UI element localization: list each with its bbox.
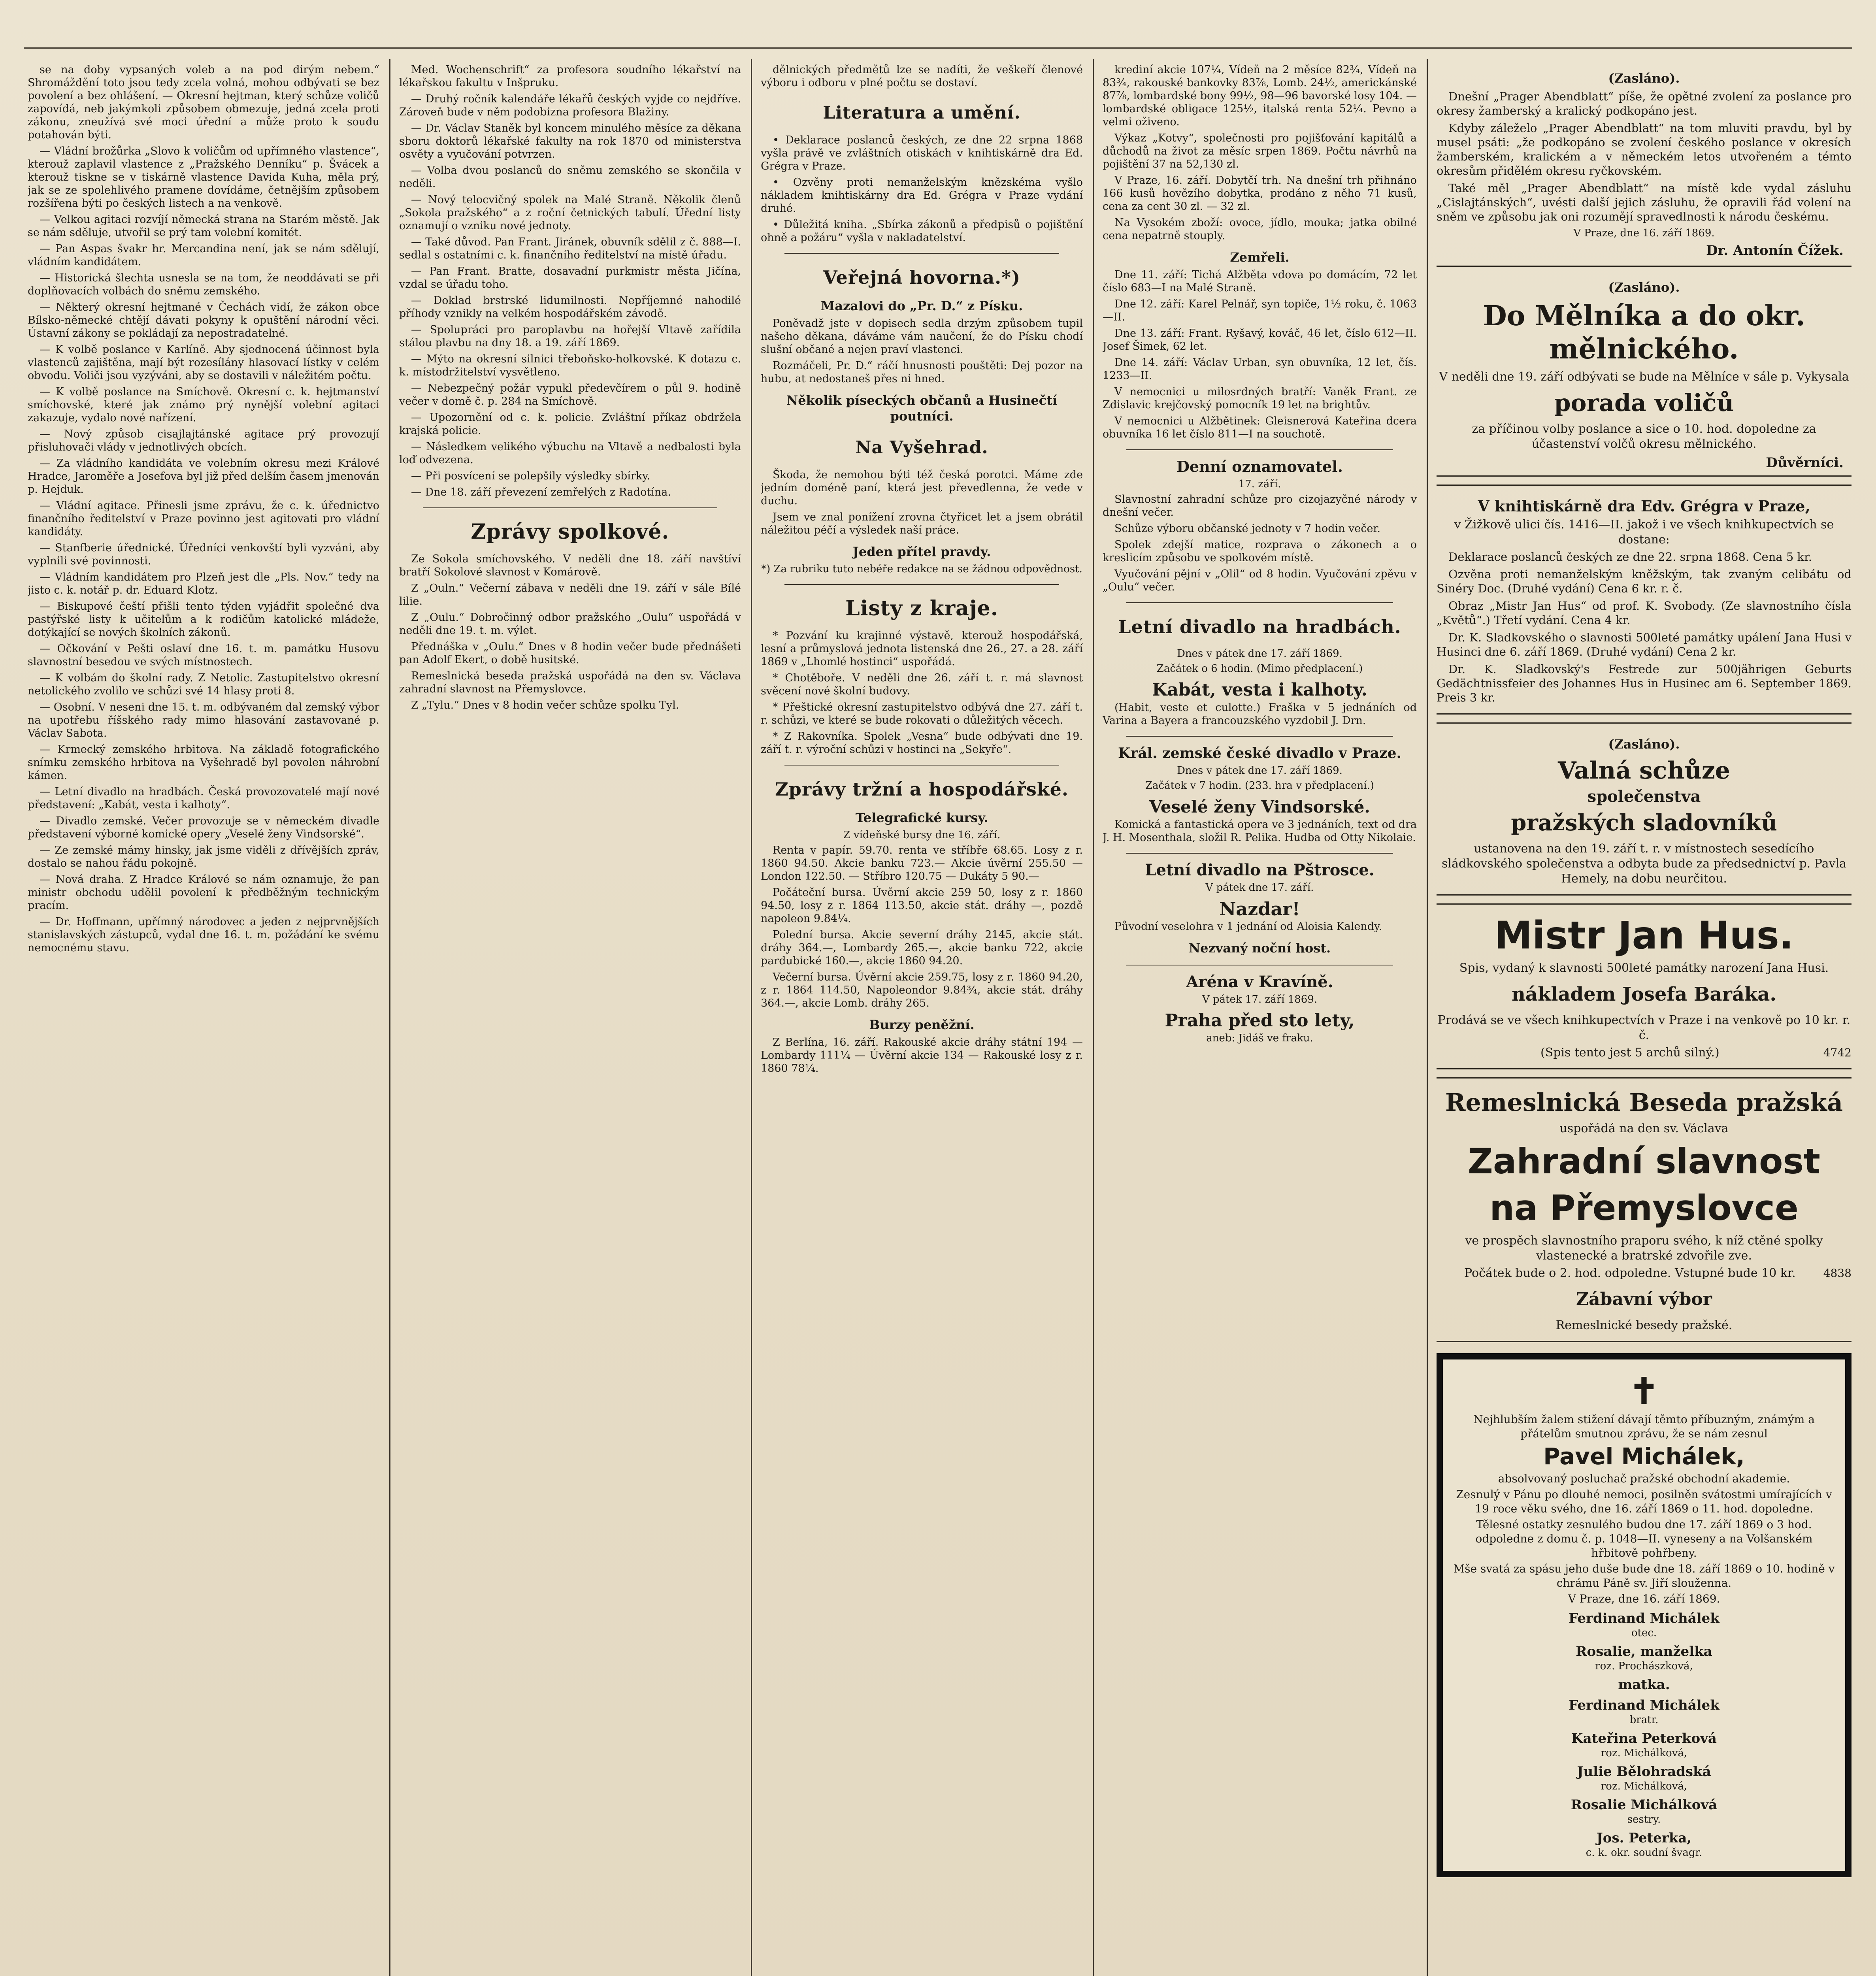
paragraph: Rozmáčeli, Pr. D.“ ráčí hnusnosti pouštěti: Dej pozor na hubu, at nedostaneš přes ni hned. [761, 360, 1083, 385]
paragraph: — K volbě poslance na Smíchově. Okresní c. k. hejtmanství smíchovské, které jak známo prý nynější volební agitaci zakazuje, vydalo nové nařízení. [28, 386, 379, 424]
notice-date: 17. září. [1238, 478, 1281, 490]
column-2-text [399, 63, 741, 499]
ad-beseda-sub: uspořádá na den sv. Václava [1559, 1122, 1729, 1135]
letters-text [761, 629, 1083, 756]
paragraph: dělnických předmětů lze se nadíti, že veškeří členové výboru i odboru v plné počtu se dostaví. [761, 64, 1083, 89]
ad-melnik-desc: za příčinou volby poslance a sice o 10. hod. dopoledne za účastenství volčů okresu mělnického. [1472, 422, 1816, 451]
paragraph: — Dne 18. září převezení zemřelých z Radotína. [411, 486, 671, 498]
column-4 [1103, 63, 1417, 1976]
paragraph: — Druhý ročník kalendáře lékařů českých vyjde co nejdříve. Zároveň bude v něm podobizna profesora Blažiny. [399, 93, 741, 118]
paragraph: * Přeštické okresní zastupitelstvo odbývá dne 27. září t. r. schůzi, ve které se bude rokovati o důležitých věcech. [761, 701, 1083, 726]
column-rule-2 [751, 59, 752, 1976]
paragraph: Vyučování pějní v „Olil“ od 8 hodin. Vyučování zpěvu v „Oulu“ večer. [1103, 568, 1417, 593]
burzy-text [761, 1036, 1083, 1075]
paragraph: Také měl „Prager Abendblatt“ na místě kde vydal zásluhu „Cislajtánských“, uvésti další jejich zásluhu, že opravili řád volení na sněm ve způsobu jak oni rozumějí spravedlnosti k národu českému. [1437, 181, 1851, 223]
ad-beseda [1437, 1077, 1851, 1342]
ad-bookshop-text: v Žižkově ulici čís. 1416—II. jakož i ve všech knihkupectvích se dostane: [1454, 518, 1834, 547]
family-member-name: Julie Bělohradská [1577, 1764, 1711, 1780]
family-member-relation: c. k. okr. soudní švagr. [1586, 1847, 1703, 1859]
paragraph: — Vládní agitace. Přinesli jsme zprávu, že c. k. úřednictvo finančního ředitelství v Praze povinno jest agitovati pro vládní kandidáty. [28, 500, 379, 538]
paragraph: • Deklarace poslanců českých, ze dne 22 srpna 1868 vyšla právě ve zvláštních otiskách v knihtiskárně dra Ed. Grégra v Praze. [761, 134, 1083, 172]
mourning-place: V Praze, dne 16. září 1869. [1568, 1592, 1720, 1605]
paragraph: — Také důvod. Pan Frant. Jiránek, obuvník sdělil z č. 888—I. sedlal s ostatními c. k. finančního ředitelství na místě úřadu. [399, 236, 741, 261]
paragraph: Ozvěna proti nemanželským kněžským, tak zvaným celibátu od Sinéry Doc. (Druhé vydání) Cena 6 kr. r. č. [1437, 568, 1851, 595]
column-2-section-text [399, 552, 741, 712]
paragraph: Z „Tylu.“ Dnes v 8 hodin večer schůze spolku Tyl. [411, 699, 679, 711]
ad-melnik-text: V neděli dne 19. září odbývati se bude na Mělníce v sále p. Vykysala [1439, 370, 1849, 384]
paragraph: — K volbám do školní rady. Z Netolic. Zastupitelstvo okresní netolického zvolilo ve schůzi své 14 hlasy proti 8. [28, 672, 379, 697]
paragraph: Na Vysokém zboží: ovoce, jídlo, mouka; jatka obilné cena nepatrně stouply. [1103, 217, 1417, 242]
mourning-text: Zesnulý v Pánu po dlouhé nemoci, posilněn svátostmi umírajících v 19 roce věku svého, dne 16. září 1869 o 11. hod. dopoledne. [1456, 1488, 1832, 1515]
family-member-relation: roz. Prochászková, [1595, 1660, 1693, 1672]
theatre-date: Dnes v pátek dne 17. září 1869. [1177, 765, 1342, 777]
paragraph: V nemocnici u milosrdných bratří: Vaněk Frant. ze Zdislavic krejčovský pomocník 19 let na brightův. [1103, 386, 1417, 411]
footnote: *) Za rubriku tuto nebéře redakce na se žádnou odpovědnost. [761, 563, 1082, 575]
section-title-vysehrad: Na Vyšehrad. [855, 437, 988, 458]
mourning-intro: Nejhlubším žalem stižení dávají těmto příbuzným, známým a přátelům smutnou zprávu, že se nám zesnul [1473, 1413, 1815, 1440]
paragraph: Výkaz „Kotvy“, společnosti pro pojišťování kapitálů a důchodů na život za měsíc srpen 1869. Počtu návrhů na pojištění 37 na 52,130 zl. [1103, 132, 1417, 170]
paragraph: — Některý okresní hejtmané v Čechách vidí, že zákon obce Bílsko-německé chtějí dávati pokyny k opuštění národní věci. Ústavní zákony se pokládají za nepostradatelné. [28, 301, 379, 339]
mourning-name: Pavel Michálek, [1543, 1443, 1745, 1470]
family-member-relation: roz. Michálková, [1601, 1780, 1687, 1792]
ad-bookshop [1437, 485, 1851, 715]
paragraph: • Ozvěny proti nemanželským knězskéma vyšlo nákladem knihtiskárny dra Ed. Grégra v Praze vydání druhé. [761, 176, 1083, 215]
econ-intro: Z vídeňské bursy dne 16. září. [843, 829, 1001, 841]
paragraph: — Stanfberie úřednické. Úředníci venkovští byli vyzváni, aby vyplnili své povinnosti. [28, 542, 379, 567]
vysehrad-signature: Jeden přítel pravdy. [852, 544, 991, 559]
forum-signature: Několik píseckých občanů a Husinečtí poutníci. [786, 393, 1057, 424]
theatre-title-kravin: Aréna v Kravíně. [1186, 973, 1333, 991]
paragraph: Přednáška v „Oulu.“ Dnes v 8 hodin večer bude přednášeti pan Adolf Ekert, o době husitské. [399, 641, 741, 666]
section-title-trzni: Zprávy tržní a hospodářské. [775, 779, 1069, 800]
divider [784, 765, 1059, 766]
divider [1126, 853, 1393, 854]
theatre-desc: Původní veselohra v 1 jednání od Aloisia Kalendy. [1114, 920, 1382, 933]
paragraph: Renta v papír. 59.70. renta ve stříbře 68.65. Losy z r. 1860 94.50. Akcie banku 723.— Akcie úvěrní 255.50 — London 122.50. — Stříbro 120.75 — Dukáty 5 90.— [761, 844, 1083, 882]
paragraph: — Krmecký zemského hrbitova. Na základě fotografického snímku zemského hrbitova na Vyšehradě byl povolen náhrobní kámen. [28, 743, 379, 782]
paragraph: — Nový telocvičný spolek na Malé Straně. Několik členů „Sokola pražského“ a z roční četnických tabulí. Úřední listy oznamují o vzniku nové jednoty. [399, 194, 741, 232]
paragraph: — Dr. Hoffmann, upřímný národovec a jeden z nejprvnějších stanislavských zástupců, vydal dne 16. t. m. požádání ke svému nemocnému stavu. [28, 916, 379, 954]
paragraph: V nemocnici u Alžbětinek: Gleisnerová Kateřina dcera obuvníka 16 let číslo 811—I na souchotě. [1103, 415, 1417, 440]
paragraph: — Biskupové čeští přišli tento týden vyjádřit společné dva pastýřské listy k učitelům a k rodičům katolické mládeže, dotýkající se nových školních zákonů. [28, 600, 379, 639]
paragraph: — Historická šlechta usnesla se na tom, že neoddávati se při doplňovacích volbách do sněmu zemského. [28, 272, 379, 297]
paragraph: Deklarace poslanců českých ze dne 22. srpna 1868. Cena 5 kr. [1448, 550, 1812, 564]
paragraph: Kdyby záleželo „Prager Abendblatt“ na tom mluviti pravdu, byl by musel psáti: „že podkopáno se zvolení českého poslance v okresích žamberském, kralickém a v německém letos utvořeném a témto okresům přidělém okresu ryčkovském. [1437, 121, 1851, 177]
theatre-desc: Komická a fantastická opera ve 3 jednáních, text od dra J. H. Mosenthala, složil R. Pelika. Hudba od Otty Nikolaie. [1103, 818, 1417, 844]
paragraph: Dnešní „Prager Abendblatt“ píše, že opětné zvolení za poslance pro okresy žamberský a kralický podkopáno jest. [1437, 90, 1851, 117]
paragraph: — Za vládního kandidáta ve volebním okresu mezi Králové Hradce, Jaroměře a Josefova byl již před delším časem jmenován p. Hejduk. [28, 457, 379, 496]
top-rule [24, 47, 1852, 49]
theatre-date: Dnes v pátek dne 17. září 1869. [1177, 648, 1342, 660]
ad-beseda-desc: ve prospěch slavnostního praporu svého, k níž ctěné spolky vlastenecké a bratrské zdvořile zve. [1465, 1234, 1823, 1263]
paragraph: Poněvadž jste v dopisech sedla drzým způsobem tupil našeho děkana, dáváme vám naučení, že do Písku chodí slušní občané a nejen praví vlastenci. [761, 317, 1083, 356]
ad-valna-desc: ustanovena na den 19. září t. r. v místnostech sesedícího sládkovského společenstva a odbyta bude za předsednictví p. Pavla Hemely, na dobu neurčitou. [1442, 842, 1846, 886]
family-member-name: Rosalie, manželka [1576, 1644, 1712, 1659]
section-title-zemreli: Zemřeli. [1230, 250, 1290, 265]
paragraph: — Vládním kandidátem pro Plzeň jest dle „Pls. Nov.“ tedy na jisto c. k. notář p. dr. Eduard Klotz. [28, 571, 379, 596]
paragraph: — Letní divadlo na hradbách. Česká provozovatelé mají nové představení: „Kabát, vesta i kalhoty“. [28, 786, 379, 811]
ad-melnik-big: porada voličů [1554, 389, 1734, 417]
divider [1126, 736, 1393, 737]
theatre-play: Praha před sto lety, [1165, 1011, 1355, 1031]
zaslano-signature: Dr. Antonín Čížek. [1706, 243, 1844, 258]
ad-beseda-sign-2: Remeslnické besedy pražské. [1555, 1318, 1733, 1332]
paragraph: Dr. K. Sladkovského o slavnosti 500leté památky upálení Jana Husi v Husinci dne 6. září 1869. (Druhé vydání) Cena 2 kr. [1437, 631, 1851, 658]
mourning-notice [1437, 1353, 1851, 1877]
paragraph: — Volba dvou poslanců do sněmu zemského se skončila v neděli. [399, 164, 741, 190]
column-2 [399, 63, 741, 1976]
ad-beseda-sign: Zábavní výbor [1576, 1289, 1712, 1309]
paragraph: Med. Wochenschrift“ za profesora soudního lékařství na lékařskou fakultu v Inšpruku. [399, 64, 741, 89]
column-5 [1437, 63, 1851, 1976]
paragraph: * Z Rakovníka. Spolek „Vesna“ bude odbývati dne 19. září t. r. výroční schůzi v hostinci na „Sekyře“. [761, 730, 1083, 756]
mourning-family [1452, 1610, 1836, 1859]
theatre-date: V pátek 17. září 1869. [1202, 994, 1318, 1005]
theatre-desc: (Habit, veste et culotte.) Fraška v 5 jednáních od Varina a Bayera a francouzského vyzdobil J. Drn. [1103, 701, 1417, 727]
zaslano-title: (Zasláno). [1608, 737, 1680, 752]
family-member-relation: roz. Michálková, [1601, 1747, 1687, 1759]
paragraph: — Nová draha. Z Hradce Králové se nám oznamuje, že pan ministr obchodu udělil povolení k předběžným technickým pracím. [28, 873, 379, 912]
column-1 [28, 63, 379, 1976]
ad-hus [1437, 903, 1851, 1069]
family-member-relation: sestry. [1627, 1814, 1661, 1825]
column-rule-3 [1093, 59, 1094, 1976]
ad-hus-price: Prodává se ve všech knihkupectvích v Praze i na venkově po 10 kr. r. č. [1437, 1013, 1851, 1042]
family-member-relation: otec. [1631, 1627, 1657, 1639]
ad-number: 4838 [1823, 1267, 1851, 1280]
section-title-hovorna: Veřejná hovorna.*) [823, 267, 1020, 288]
section-title-literatura: Literatura a umění. [823, 103, 1021, 123]
paragraph: Večerní bursa. Úvěrní akcie 259.75, losy z r. 1860 94.20, z r. 1864 114.50, Napoleondor 9.84¾, akcie stát. dráhy 364.—, akcie Lomb. dráhy 265. [761, 971, 1083, 1009]
divider [423, 507, 717, 508]
paragraph: * Pozvání ku krajinné výstavě, kterouž hospodářská, lesní a průmyslová jednota listenská dne 26., 27. a 28. září 1869 v „Lhomlé hostinci“ uspořádá. [761, 630, 1083, 668]
paragraph: — K volbě poslance v Karlíně. Aby sjednocená účinnost byla vlastenců zajištěna, mají být rozesílány hlasovací lístky v celém obvodu. Voliči jsou vyzýváni, aby se dostavili v náležitém počtu. [28, 343, 379, 382]
theatre-play-2: Nezvaný noční host. [1188, 941, 1331, 956]
ad-beseda-time: Počátek bude o 2. hod. odpoledne. Vstupné bude 10 kr. 4838 [1464, 1266, 1851, 1280]
zemreli-text [1103, 268, 1417, 441]
ad-beseda-big-1: Zahradní slavnost [1468, 1141, 1820, 1182]
ad-melnik-sign: Důvěrníci. [1766, 455, 1844, 471]
column-4-text [1103, 63, 1417, 242]
paragraph: — Pan Aspas švakr hr. Mercandina není, jak se nám sdělují, vládním kandidátem. [28, 243, 379, 268]
column-3-text [761, 63, 1083, 89]
paragraph: — Nový způsob cisajlajtánské agitace prý provozují přisluhovači vlády v jednotlivých obcích. [28, 428, 379, 453]
paragraph: — Následkem velikého výbuchu na Vltavě a nedbalosti byla loď odvezena. [399, 441, 741, 466]
paragraph: — Osobní. V neseni dne 15. t. m. odbývaném dal zemský výbor na upotřebu říšského rady mimo hlasování zastavované p. Václav Sabota. [28, 701, 379, 739]
family-member-name: Ferdinand Michálek [1569, 1697, 1720, 1713]
literature-text [761, 134, 1083, 244]
paragraph: — Očkování v Pešti oslaví dne 16. t. m. památku Husovu slavnostní besedou ve svých místnostech. [28, 643, 379, 668]
paragraph: — Mýto na okresní silnici třeboňsko-holkovské. K dotazu c. k. místodržitelství vysvětleno. [399, 353, 741, 378]
cross-icon: ✝ [1629, 1370, 1659, 1412]
family-member-name: Ferdinand Michálek [1569, 1610, 1720, 1626]
column-1-text [28, 63, 379, 954]
mourning-role: absolvovaný posluchač pražské obchodní akademie. [1498, 1472, 1790, 1485]
ad-melnik [1437, 266, 1851, 477]
ad-valna-title: Valná schůze [1558, 757, 1730, 784]
ad-valna [1437, 722, 1851, 896]
paragraph: Jsem ve znal ponížení zrovna čtyřicet let a jsem obrátil náležitou péčí a výsledek naší práce. [761, 511, 1083, 536]
paragraph: Z „Ouln.“ Večerní zábava v neděli dne 19. září v sále Bílé lilie. [399, 582, 741, 607]
zaslano-title: (Zasláno). [1608, 280, 1680, 295]
paragraph: Obraz „Mistr Jan Hus“ od prof. K. Svobody. (Ze slavnostního čísla „Květů“.) Třetí vydání. Cena 4 kr. [1437, 599, 1851, 627]
paragraph: V Praze, 16. září. Dobytčí trh. Na dnešní trh přihnáno 166 kusů hovězího dobytka, prodáno z něho 71 kusů, cena za cent 30 zl. — 32 zl. [1103, 174, 1417, 213]
theatre-time: Začátek v 7 hodin. (233. hra v předplacení.) [1145, 780, 1374, 792]
theatre-play: Kabát, vesta i kalhoty. [1152, 680, 1367, 700]
paragraph: — Při posvícení se polepšily výsledky sbírky. [411, 470, 650, 482]
zaslano-place: V Praze, dne 16. září 1869. [1573, 227, 1715, 239]
notice-text [1103, 493, 1417, 594]
theatre-play: Nazdar! [1219, 898, 1300, 920]
paragraph: • Důležitá kniha. „Sbírka zákonů a předpisů o pojištění ohně a požáru“ vyšla v nakladatelství. [761, 219, 1083, 244]
paragraph: Z Berlína, 16. září. Rakouské akcie dráhy státní 194 — Lombardy 111¼ — Úvěrní akcie 134 — Rakouské losy z r. 1860 78¼. [761, 1036, 1083, 1075]
section-title-burzy: Burzy peněžní. [869, 1017, 975, 1032]
paragraph: — Spolupráci pro paroplavbu na hořejší Vltavě zařídila stálou plavbu na dny 18. a 19. září 1869. [399, 324, 741, 349]
paragraph: — Ze zemské mámy hinsky, jak jsme viděli z dřívějších zpráv, dostalo se nahou řádu pokojně. [28, 844, 379, 869]
forum-subtitle: Mazalovi do „Pr. D.“ z Písku. [820, 298, 1023, 313]
econ-text [761, 844, 1083, 1010]
paragraph: Polední bursa. Akcie severní dráhy 2145, akcie stát. dráhy 364.—, Lombardy 265.—, akcie banku 722, akcie pardubické 160.—, akcie 1860 94.20. [761, 929, 1083, 967]
section-title-spolkove: Zprávy spolkové. [471, 520, 669, 544]
paragraph: se na doby vypsaných voleb a na pod dirým nebem.“ Shromáždění toto jsou tedy zcela volná, mohou odbývati se bez povolení a bez ohlášení. — Okresní hejtman, který schůze voličů zapovídá, neb jakýmkoli způsobem obmezuje, jedná zcela proti zákonu, zneužívá své moci úřední a může proto k soudu potahován býti. [28, 64, 379, 141]
paragraph: — Nebezpečný požár vypukl předevčírem o půl 9. hodině večer v domě č. p. 284 na Smíchově. [399, 382, 741, 407]
section-title-listy: Listy z kraje. [845, 596, 998, 620]
column-3 [761, 63, 1083, 1976]
theatre-title-hradby: Letní divadlo na hradbách. [1118, 616, 1401, 637]
paragraph: — Dr. Václav Staněk byl koncem minulého měsíce za děkana sboru doktorů lékařské fakulty na rok 1870 od ministerstva osvěty a vyučování potvrzen. [399, 122, 741, 160]
column-rule-4 [1427, 59, 1428, 1976]
ad-bookshop-list [1437, 550, 1851, 705]
mourning-funeral: Tělesné ostatky zesnulého budou dne 17. září 1869 o 3 hod. odpoledne z domu č. p. 1048—II. vyneseny a na Volšanském hřbitově pohřbeny. [1475, 1518, 1813, 1559]
ad-hus-publisher: nákladem Josefa Baráka. [1511, 983, 1777, 1005]
paragraph: Schůze výboru občanské jednoty v 7 hodin večer. [1114, 522, 1380, 535]
ad-hus-title: Mistr Jan Hus. [1494, 913, 1794, 958]
paragraph: Dne 11. září: Tichá Alžběta vdova po domácím, 72 let číslo 683—I na Malé Straně. [1103, 269, 1417, 294]
column-rule-1 [389, 59, 390, 1976]
ad-number: 4742 [1823, 1046, 1851, 1059]
zaslano-text [1437, 89, 1851, 224]
paragraph: — Doklad brstrské lidumilnosti. Nepříjemné nahodilé příhody vznikly na velkém hospodářském závodě. [399, 294, 741, 320]
family-member-name: Jos. Peterka, [1596, 1830, 1692, 1846]
divider [784, 253, 1059, 254]
zaslano-title: (Zasláno). [1608, 71, 1680, 86]
paragraph: Remeslnická beseda pražská uspořádá na den sv. Václava zahradní slavnost na Přemyslovce. [399, 670, 741, 695]
paragraph: — Vládní brožůrka „Slovo k voličům od upřímného vlastence“, kterouž zaplavil vlastence z „Pražského Denníku“ p. Švácek a kterouž tiskne se v tiskárně vlastence Davida Kuha, měla prý, jak se ze spolehlivého pramene dovídáme, četnějším způsobem rozšířena býti po českých listech a na venkově. [28, 145, 379, 209]
ad-beseda-big-2: na Přemyslovce [1489, 1188, 1799, 1228]
theatre-desc: aneb: Jidáš ve fraku. [1206, 1032, 1313, 1044]
paragraph: Dne 14. září: Václav Urban, syn obuvníka, 12 let, čís. 1233—II. [1103, 356, 1417, 382]
theatre-title-zemske: Král. zemské české divadlo v Praze. [1118, 745, 1402, 762]
paragraph: Dr. K. Sladkovský's Festrede zur 500jährigen Geburts Gedächtnissfeier des Johannes Hus in Husinec am 6. September 1869. Preis 3 kr. [1437, 662, 1851, 704]
paragraph: * Chotěboře. V neděli dne 26. září t. r. má slavnost svěcení nové školní budovy. [761, 672, 1083, 697]
family-member-relation: bratr. [1629, 1714, 1659, 1726]
family-member-name: Kateřina Peterková [1571, 1731, 1717, 1746]
divider [784, 584, 1059, 585]
paragraph: Dne 13. září: Frant. Ryšavý, kováč, 46 let, číslo 612—II. Josef Šimek, 62 let. [1103, 327, 1417, 353]
paragraph: — Pan Frant. Bratte, dosavadní purkmistr města Jičína, vzdal se úřadu toho. [399, 265, 741, 290]
ad-hus-note: (Spis tento jest 5 archů silný.) 4742 [1540, 1046, 1851, 1060]
theatre-time: Začátek o 6 hodin. (Mimo předplacení.) [1156, 663, 1363, 675]
mourning-mass: Mše svatá za spásu jeho duše bude dne 18. září 1869 o 10. hodině v chrámu Páně sv. Jiří slouženna. [1453, 1562, 1835, 1589]
forum-text [761, 317, 1083, 385]
paragraph: Dne 12. září: Karel Pelnář, syn topiče, 1½ roku, č. 1063—II. [1103, 298, 1417, 323]
theatre-play: Veselé ženy Vindsorské. [1149, 797, 1370, 816]
ad-valna-big: pražských sladovníků [1511, 810, 1777, 836]
paragraph: Z „Oulu.“ Dobročinný odbor pražského „Oulu“ uspořádá v neděli dne 19. t. m. výlet. [399, 611, 741, 637]
econ-subtitle: Telegrafické kursy. [855, 810, 988, 825]
paragraph: Počáteční bursa. Úvěrní akcie 259 50, losy z r. 1860 94.50, losy z r. 1864 113.50, akcie stát. dráhy —, pozdě napoleon 9.84¼. [761, 886, 1083, 925]
paragraph: Ze Sokola smíchovského. V neděli dne 18. září navštíví bratří Sokolové slavnost v Komárově. [399, 553, 741, 578]
divider [1126, 449, 1393, 450]
paragraph: Slavnostní zahradní schůze pro cizojazyčné národy v dnešní večer. [1103, 493, 1417, 519]
paragraph: — Velkou agitaci rozvíjí německá strana na Starém městě. Jak se nám sděluje, utvořil se prý tam volební komitét. [28, 213, 379, 239]
ad-valna-sub: společenstva [1587, 787, 1701, 806]
ad-bookshop-title: V knihtiskárně dra Edv. Grégra v Praze, [1478, 497, 1810, 515]
paragraph: Škoda, že nemohou býti též česká porotci. Máme zde jedním doméně paní, která jest převedlenna, že vede v duchu. [761, 469, 1083, 507]
vysehrad-text [761, 468, 1083, 537]
paragraph: — Divadlo zemské. Večer provozuje se v německém divadle představení výborné komické opery „Veselé ženy Vindsorské“. [28, 815, 379, 840]
paragraph: Spolek zdejší matice, rozprava o zákonech a o kreslicím způsobu ve spolkovém místě. [1103, 539, 1417, 564]
paragraph: krediní akcie 107¼, Vídeň na 2 měsíce 82¾, Vídeň na 83¾, rakouské bankovky 83⅞, Lomb. 24½, americkánské 87⅞, lombardské bony 99½, 98—96 bavorské losy 104. — lombardské obligace 125½, italská renta 52¼. Pevno a velmi oživeno. [1103, 64, 1417, 128]
section-title-oznamovatel: Denní oznamovatel. [1177, 458, 1343, 475]
theatre-date: V pátek dne 17. září. [1205, 882, 1314, 894]
ad-beseda-title: Remeslnická Beseda pražská [1445, 1088, 1843, 1117]
ad-melnik-title: Do Mělníka a do okr. mělnického. [1483, 299, 1805, 365]
theatre-title-pstroska: Letní divadlo na Pštrosce. [1145, 861, 1374, 879]
paragraph: — Upozornění od c. k. policie. Zvláštní příkaz obdržela krajská policie. [399, 411, 741, 437]
divider [1126, 602, 1393, 603]
ad-hus-desc: Spis, vydaný k slavnosti 500leté památky narození Jana Husi. [1459, 961, 1829, 975]
family-member-name: Rosalie Michálková [1571, 1797, 1718, 1813]
family-member-name: matka. [1618, 1677, 1670, 1693]
